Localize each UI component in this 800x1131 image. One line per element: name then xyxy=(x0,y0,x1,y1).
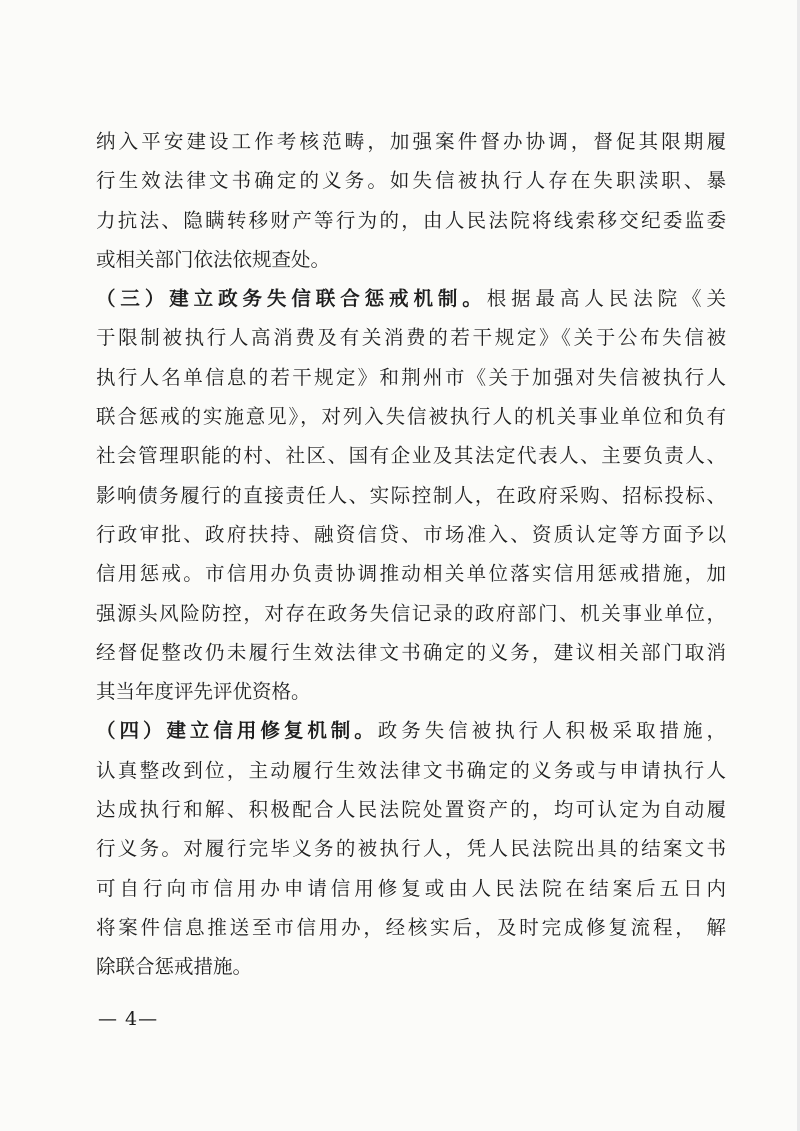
text-line: 影响债务履行的直接责任人、实际控制人，在政府采购、招标投标、 xyxy=(96,483,726,507)
page-number: — 4— xyxy=(98,1008,159,1030)
paragraph-3 xyxy=(96,711,726,986)
text-line: 达成执行和解、积极配合人民法院处置资产的，均可认定为自动履 xyxy=(96,798,726,822)
text-line: 力抗法、隐瞒转移财产等行为的，由人民法院将线索移交纪委监委 xyxy=(96,208,726,232)
text-line: 于限制被执行人高消费及有关消费的若干规定》《关于公布失信被 xyxy=(96,326,726,350)
text-line xyxy=(96,711,726,750)
text-line: 行政审批、政府扶持、融资信贷、市场准入、资质认定等方面予以 xyxy=(96,522,726,546)
text-line: 其当年度评先评优资格。 xyxy=(96,680,311,704)
text-line: 联合惩戒的实施意见》，对列入失信被执行人的机关事业单位和负有 xyxy=(96,405,726,429)
text-line: 强源头风险防控，对存在政务失信记录的政府部门、机关事业单位， xyxy=(96,601,726,625)
text-line: 社会管理职能的村、社区、国有企业及其法定代表人、主要负责人、 xyxy=(96,444,726,468)
paragraph-text: 根据最高人民法院《关 xyxy=(486,287,726,311)
text-line: 执行人名单信息的若干规定》和荆州市《关于加强对失信被执行人 xyxy=(96,365,726,389)
paragraph-2 xyxy=(96,279,726,711)
text-line: 可自行向市信用办申请信用修复或由人民法院在结案后五日内 xyxy=(96,876,726,900)
text-line: 除联合惩戒措施。 xyxy=(96,955,253,979)
text-line: 行义务。对履行完毕义务的被执行人，凭人民法院出具的结案文书 xyxy=(96,837,726,861)
text-line: 经督促整改仍未履行生效法律文书确定的义务，建议相关部门取消 xyxy=(96,640,726,664)
section-heading-4: （四）建立信用修复机制。 xyxy=(96,719,378,743)
text-line: 或相关部门依法依规查处。 xyxy=(96,247,331,271)
text-line: 纳入平安建设工作考核范畴，加强案件督办协调，督促其限期履 xyxy=(96,130,726,153)
document-body xyxy=(96,122,726,987)
paragraph-1 xyxy=(96,122,726,279)
text-line: 将案件信息推送至市信用办，经核实后，及时完成修复流程， 解 xyxy=(96,915,726,939)
section-heading-3: （三）建立政务失信联合惩戒机制。 xyxy=(96,287,487,311)
paragraph-text: 政务失信被执行人积极采取措施， xyxy=(377,719,726,743)
text-line: 认真整改到位，主动履行生效法律文书确定的义务或与申请执行人 xyxy=(96,758,726,782)
text-line xyxy=(96,279,726,318)
text-line: 信用惩戒。市信用办负责协调推动相关单位落实信用惩戒措施，加 xyxy=(96,562,726,586)
text-line: 行生效法律文书确定的义务。如失信被执行人存在失职渎职、暴 xyxy=(96,169,726,193)
